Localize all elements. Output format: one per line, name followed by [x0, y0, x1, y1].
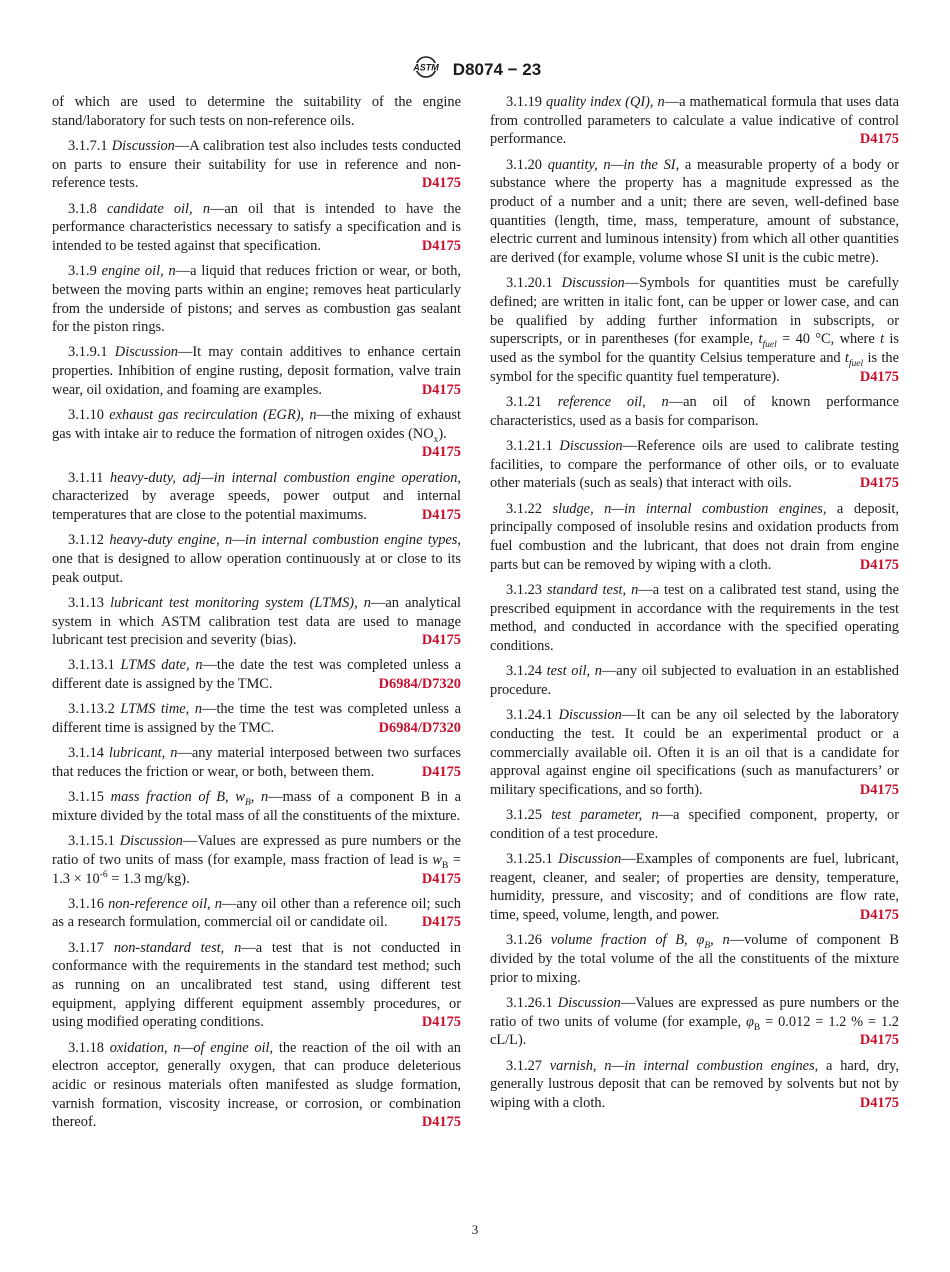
- entry-definition: —mass of a component B in a mixture divided by the total mass of all the constituents of the mixture.: [52, 789, 462, 824]
- entry-number: 3.1.18: [68, 1039, 110, 1056]
- entry-definition: , a deposit, principally composed of insoluble resins and oxidation products from fuel combustion and the lubricant, that does not drain from engine parts but can be removed by wiping with a cloth.: [490, 500, 899, 573]
- reference-link[interactable]: D4175: [859, 781, 899, 798]
- entry-definition: —It may contain additives to enhance certain properties. Inhibition of engine rusting, deposit formation, valve train wear, oil oxidation, and foaming are examples.: [52, 344, 461, 398]
- svg-text:ASTM: ASTM: [413, 62, 439, 73]
- entry-term: varnish, n—in internal combustion engines: [549, 1057, 815, 1074]
- entry-term: mass fraction of B, $w_B$, n: [110, 789, 269, 809]
- entry-term: Discussion: [561, 275, 625, 292]
- reference-link[interactable]: D4175: [859, 368, 899, 385]
- entry-number: 3.1.19: [506, 94, 546, 110]
- entry-number: 3.1.13: [68, 594, 111, 611]
- entry-term: candidate oil, n: [106, 200, 211, 217]
- astm-logo-icon: [409, 56, 443, 83]
- entry-definition: —a test that is not conducted in conformance with the requirements in the standard test method; such as running on an uncalibrated test stand, using different test equipment, applying different equipment assembly procedures, or using modified operating conditions.: [52, 939, 462, 1031]
- entry-term: sludge, n—in internal combustion engines: [552, 500, 823, 517]
- entry-definition: —the mixing of exhaust gas with intake air to reduce the formation of nitrogen oxides $(NO_x)$.: [52, 407, 461, 445]
- reference-link[interactable]: D6984/D7320: [378, 676, 461, 693]
- entry-term: reference oil, n: [557, 394, 669, 411]
- entry-term: test parameter, n: [551, 807, 659, 824]
- page-number: 3: [471, 1222, 479, 1237]
- entry-term: Discussion: [119, 833, 183, 850]
- entry-term: oxidation, n—of engine oil: [109, 1039, 270, 1056]
- entry-definition: , a measurable property of a body or substance where the property has a magnitude expressed as the product of a number and a unit; there are seven, well-defined base quantities (length, time, mass, temperature, amount of substance, electric current and luminous intensity) from which all other quantities are derived (for example, volume whose SI unit is the cubic metre).: [490, 156, 900, 267]
- entry-number: 3.1.25: [506, 807, 552, 824]
- reference-link[interactable]: D4175: [421, 870, 461, 887]
- entry-definition: —Values are expressed as pure numbers or the ratio of two units of mass (for example, mass fraction of lead is $w_B = 1.3 \times 10^{-6} = 1.3$ mg/kg).: [52, 833, 461, 887]
- definition-entry: [52, 531, 461, 587]
- entry-number: 3.1.21.1: [506, 437, 560, 454]
- reference-link[interactable]: D4175: [421, 914, 461, 931]
- entry-term: Discussion: [557, 994, 621, 1011]
- reference-link[interactable]: D4175: [859, 1032, 899, 1049]
- entry-term: LTMS date, n: [120, 657, 203, 674]
- entry-number: 3.1.13.2: [68, 701, 121, 718]
- definition-entry: [490, 274, 899, 386]
- entry-term: Discussion: [114, 344, 178, 361]
- document-designation: D8074 − 23: [452, 59, 542, 79]
- entry-definition: —an oil that is intended to have the performance characteristics necessary to satisfy a specification and is intended to be tested against that specification.: [52, 200, 461, 254]
- definition-entry: [490, 931, 899, 987]
- entry-definition: —an analytical system in which ASTM calibration test data are used to manage lubricant test precision and severity (bias).: [52, 594, 461, 649]
- entry-term: lubricant test monitoring system (LTMS), n: [110, 594, 371, 611]
- definition-entry: [52, 744, 461, 781]
- entry-term: heavy-duty, adj—in internal combustion engine operation: [110, 469, 458, 486]
- entry-number: 3.1.16: [68, 895, 109, 912]
- definition-entry: [490, 581, 899, 656]
- entry-number: 3.1.24.1: [506, 707, 559, 724]
- reference-link[interactable]: D4175: [421, 507, 461, 524]
- entry-definition: —volume of component B divided by the total volume of the all the constituents of the mixture prior to mixing.: [490, 932, 899, 986]
- definition-entry: [52, 895, 461, 932]
- definition-entry: [52, 469, 461, 525]
- definition-entry: [52, 594, 461, 650]
- definition-entry: [490, 850, 899, 925]
- definition-entry: [490, 393, 899, 430]
- entry-term: Discussion: [558, 851, 622, 868]
- continuation-text: of which are used to determine the suitability of the engine stand/laboratory for such tests on non-reference oils.: [52, 94, 461, 129]
- definition-entry: [52, 343, 461, 399]
- entry-term: Discussion: [558, 707, 622, 724]
- entry-definition: —any material interposed between two surfaces that reduces the friction or wear, or both, between them.: [52, 745, 462, 780]
- entry-term: standard test, n: [546, 581, 639, 598]
- entry-definition: —Symbols for quantities must be carefully defined; are written in italic font, can be upper or lower case, and can be qualified by adding further information in subscripts, or superscripts, or in parentheses (for example, $t_{fuel} = 40$ °C, where t is used as the symbol for the quantity Celsius temperature and $t_{fuel}$ is the symbol for the specific quantity fuel temperature).: [490, 275, 899, 385]
- definition-entry: [490, 156, 899, 268]
- entry-definition: —Examples of components are fuel, lubricant, reagent, cleaner, and sealer; of properties are density, temperature, humidity, pressure, and viscosity; and of conditions are flow rate, time, speed, volume, length, and power.: [490, 851, 899, 924]
- reference-link[interactable]: D4175: [421, 175, 461, 192]
- definition-entry: [490, 1057, 899, 1113]
- entry-number: 3.1.22: [506, 500, 553, 517]
- entry-definition: —A calibration test also includes tests conducted on parts to ensure their suitability for use in reference and non-reference tests.: [52, 137, 461, 192]
- entry-definition: —any oil other than a reference oil; such as a research formulation, commercial oil or candidate oil.: [52, 895, 461, 931]
- definition-entry: [52, 939, 461, 1033]
- entry-number: 3.1.25.1: [506, 851, 559, 868]
- entry-term: Discussion: [111, 137, 175, 154]
- reference-link[interactable]: D4175: [421, 237, 461, 254]
- entry-number: 3.1.27: [506, 1057, 550, 1074]
- definition-entry: [490, 500, 899, 575]
- definition-entry: [52, 200, 461, 256]
- entry-definition: —Reference oils are used to calibrate testing facilities, to compare the performance of other oils, or to evaluate other materials (such as seals) that interact with oils.: [490, 437, 899, 492]
- reference-link[interactable]: D4175: [859, 475, 899, 492]
- definition-entry: [490, 93, 899, 149]
- entry-term: test oil, n: [546, 663, 602, 680]
- definition-entry: [490, 662, 899, 699]
- definition-entry: [490, 806, 899, 843]
- reference-link[interactable]: D4175: [859, 907, 899, 924]
- entry-number: 3.1.24: [506, 663, 547, 680]
- entry-number: 3.1.20: [506, 156, 548, 173]
- reference-link[interactable]: D6984/D7320: [378, 720, 461, 737]
- entry-definition: —a mathematical formula that uses data from controlled parameters to calculate a value indicative of control performance.: [490, 94, 899, 148]
- entry-definition: —any oil subjected to evaluation in an established procedure.: [490, 663, 899, 698]
- entry-number: 3.1.15: [68, 789, 111, 806]
- entry-term: Discussion: [559, 437, 623, 454]
- entry-number: 3.1.20.1: [506, 275, 562, 292]
- entry-term: exhaust gas recirculation (EGR), n: [109, 407, 317, 424]
- reference-link[interactable]: D4175: [859, 1094, 899, 1111]
- reference-link[interactable]: D4175: [421, 444, 461, 461]
- entry-definition: , one that is designed to allow operation continuously at or close to its peak output.: [52, 532, 461, 586]
- definition-entry: [490, 994, 899, 1050]
- definition-entry: [52, 832, 461, 888]
- entry-definition: , characterized by average speeds, power output and internal temperatures that are close to the potential maximums.: [52, 469, 461, 524]
- entry-number: 3.1.14: [68, 745, 109, 762]
- entry-number: 3.1.8: [68, 200, 107, 217]
- reference-link[interactable]: D4175: [421, 1114, 461, 1131]
- entry-number: 3.1.23: [506, 581, 547, 598]
- entry-term: LTMS time, n: [120, 701, 203, 718]
- entry-term: lubricant, n: [108, 745, 178, 762]
- definition-entry: [52, 137, 461, 193]
- definition-entry: [52, 1039, 461, 1133]
- right-column: [490, 93, 899, 1119]
- definition-entry: [490, 706, 899, 800]
- entry-number: 3.1.26.1: [506, 994, 558, 1011]
- definition-entry: [52, 700, 461, 737]
- definition-entry: [52, 788, 461, 825]
- entry-term: non-reference oil, n: [108, 895, 222, 912]
- entry-term: volume fraction of B, $\varphi_B$, n: [550, 932, 730, 952]
- definition-entry: [52, 656, 461, 693]
- entry-number: 3.1.10: [68, 407, 110, 424]
- entry-definition: —a specified component, property, or condition of a test procedure.: [490, 807, 899, 842]
- entry-number: 3.1.11: [68, 469, 111, 486]
- entry-number: 3.1.21: [506, 394, 558, 411]
- entry-definition: —an oil of known performance characteristics, used as a basis for comparison.: [490, 394, 899, 429]
- definition-entry: [52, 406, 461, 462]
- entry-term: non-standard test, n: [113, 939, 242, 956]
- entry-number: 3.1.13.1: [68, 657, 121, 674]
- entry-definition: —a liquid that reduces friction or wear, or both, between the moving parts within an engine; removes heat particularly from the underside of pistons; and serves as combustion gas sealant for the piston rings.: [52, 263, 461, 336]
- entry-number: 3.1.15.1: [68, 833, 120, 850]
- entry-number: 3.1.7.1: [68, 137, 112, 154]
- entry-number: 3.1.17: [68, 939, 114, 956]
- reference-link[interactable]: D4175: [859, 556, 899, 573]
- entry-term: heavy-duty engine, n—in internal combustion engine types: [109, 532, 458, 549]
- entry-number: 3.1.12: [68, 532, 110, 549]
- left-column: [52, 93, 461, 1139]
- entry-definition: —Values are expressed as pure numbers or the ratio of two units of volume (for example, $\varphi_B = 0.012 = 1.2$ % = 1.2 cL/L).: [490, 994, 900, 1049]
- entry-number: 3.1.9: [68, 263, 102, 280]
- entry-term: quality index (QI), n: [546, 94, 665, 110]
- entry-term: quantity, n—in the SI: [547, 156, 676, 173]
- entry-term: engine oil, n: [101, 263, 176, 280]
- definition-entry: [52, 93, 461, 130]
- reference-link[interactable]: D4175: [421, 764, 461, 780]
- definition-entry: [490, 437, 899, 493]
- entry-definition: —a test on a calibrated test stand, using the prescribed equipment in accordance with the requirements in the test method, and conducted in accordance with the specified operating conditions.: [490, 581, 899, 654]
- reference-link[interactable]: D4175: [421, 1014, 461, 1031]
- page-header: [0, 56, 950, 82]
- reference-link[interactable]: D4175: [421, 381, 461, 398]
- definition-entry: [52, 262, 461, 337]
- entry-definition: —the date the test was completed unless a different date is assigned by the TMC.: [52, 657, 461, 693]
- entry-definition: , a hard, dry, generally lustrous deposit that can be removed by solvents but not by wiping with a cloth.: [490, 1057, 899, 1111]
- reference-link[interactable]: D4175: [859, 131, 899, 148]
- reference-link[interactable]: D4175: [421, 632, 461, 649]
- entry-definition: —the time the test was completed unless a different time is assigned by the TMC.: [52, 701, 462, 737]
- entry-definition: , the reaction of the oil with an electron acceptor, generally oxygen, that can produce deleterious acidic or resinous materials often manifested as sludge formation, varnish formation, viscosity increase, or corrosion, or combination thereof.: [52, 1039, 462, 1131]
- entry-number: 3.1.26: [506, 932, 551, 949]
- entry-number: 3.1.9.1: [68, 344, 115, 361]
- entry-definition: —It can be any oil selected by the laboratory conducting the test. It could be an experimental product or a commercially available oil. Often it is an oil that is a candidate for approval against engine oil specifications (such as manufacturers’ or military specifications, and so forth).: [490, 707, 899, 798]
